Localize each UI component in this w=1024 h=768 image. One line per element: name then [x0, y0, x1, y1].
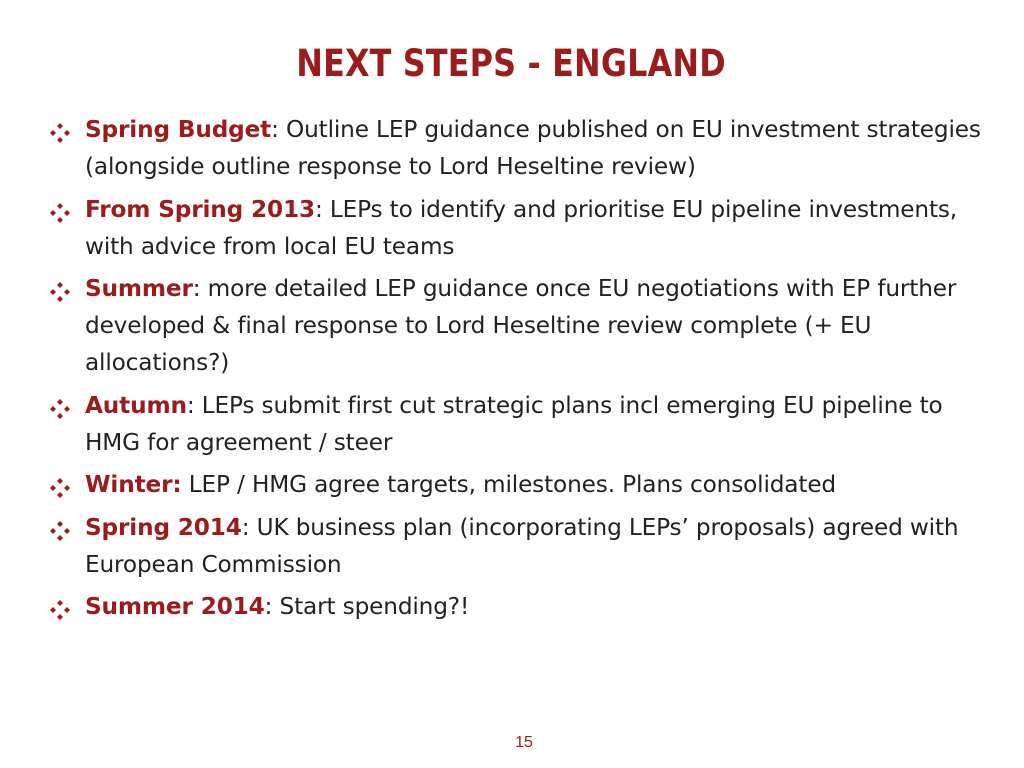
four-diamond-star-icon: [50, 203, 70, 223]
bullet-item: [50, 387, 985, 461]
bullet-label: Summer: [85, 275, 193, 302]
bullet-text: : LEPs to identify and prioritise EU pipeline investments, with advice from local EU teams: [85, 195, 958, 260]
four-diamond-star-icon: [50, 399, 70, 419]
slide-title: NEXT STEPS - ENGLAND: [296, 42, 726, 85]
bullet-label: Summer 2014: [85, 593, 265, 620]
bullet-item: [50, 588, 985, 625]
bullet-text: LEP / HMG agree targets, milestones. Plans consolidated: [181, 471, 836, 498]
bullet-label: Spring Budget: [85, 116, 272, 143]
bullet-item: [50, 466, 985, 503]
bullet-item: [50, 509, 985, 583]
four-diamond-star-icon: [50, 282, 70, 302]
bullet-label: From Spring 2013: [85, 195, 315, 223]
bullet-text: : UK business plan (incorporating LEPs’ proposals) agreed with European Commission: [85, 513, 959, 578]
bullet-text: : Outline LEP guidance published on EU investment strategies (alongside outline response to Lord Heseltine review): [85, 116, 981, 180]
four-diamond-star-icon: [50, 123, 70, 143]
bullet-label: Spring 2014: [85, 513, 242, 541]
bullet-text: : LEPs submit first cut strategic plans incl emerging EU pipeline to HMG for agreement / steer: [85, 391, 943, 456]
bullet-item: [50, 111, 985, 185]
bullet-item: [50, 270, 985, 381]
four-diamond-star-icon: [50, 521, 70, 541]
bullet-list: [50, 111, 985, 631]
bullet-label: Autumn: [85, 391, 187, 419]
four-diamond-star-icon: [50, 600, 70, 620]
bullet-item: [50, 191, 985, 265]
four-diamond-star-icon: [50, 478, 70, 498]
bullet-text: : Start spending?!: [264, 593, 470, 620]
bullet-text: : more detailed LEP guidance once EU negotiations with EP further developed & final response to Lord Heseltine review complete (+ EU allocations?): [85, 275, 957, 376]
bullet-label: Winter:: [85, 471, 182, 498]
page-number: 15: [515, 734, 533, 751]
